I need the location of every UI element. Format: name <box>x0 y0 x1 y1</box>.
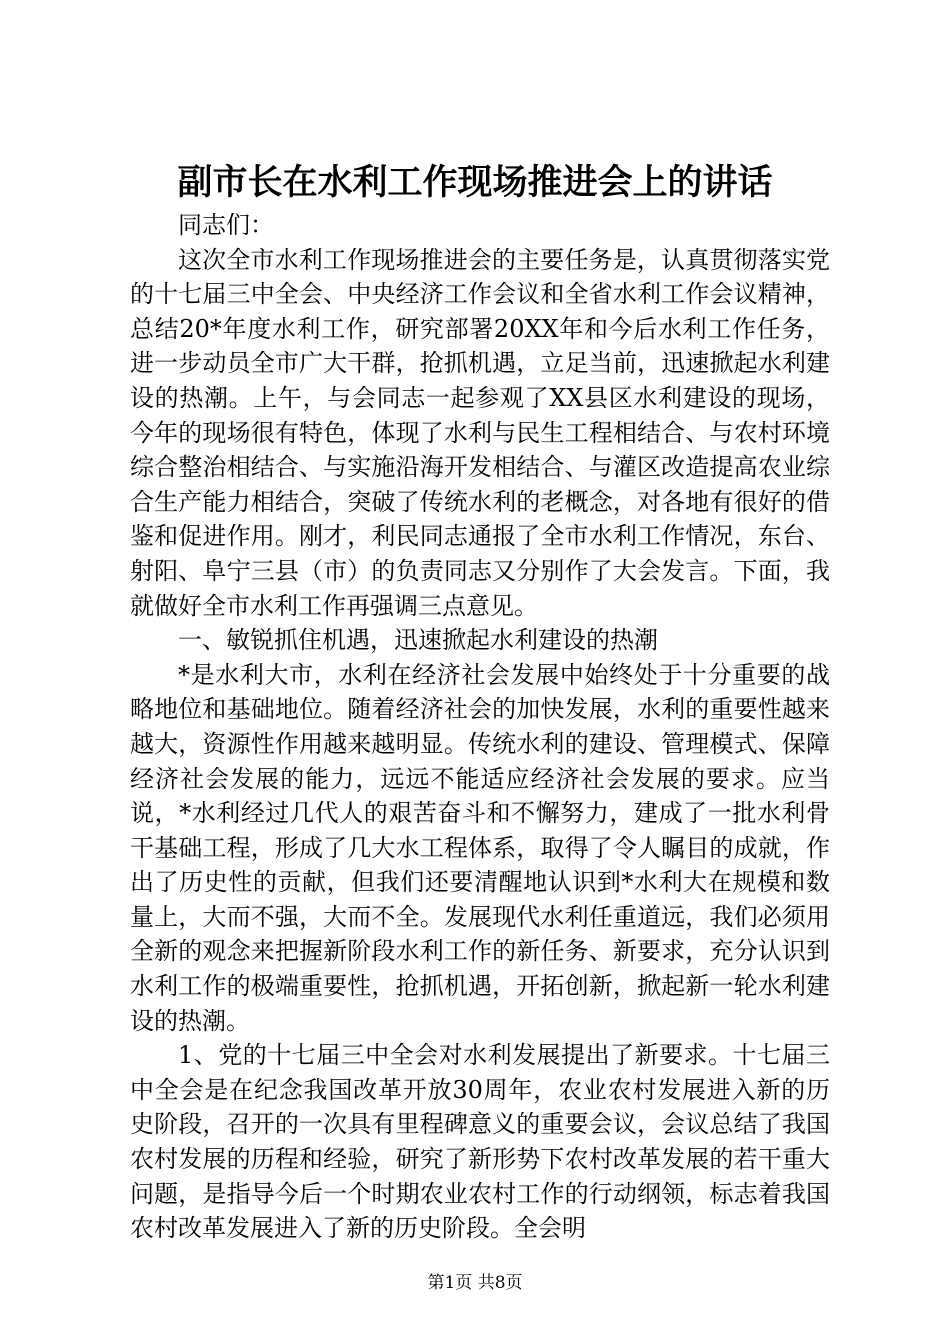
document-title: 副市长在水利工作现场推进会上的讲话 <box>177 162 773 203</box>
body-paragraph: *是水利大市，水利在经济社会发展中始终处于十分重要的战略地位和基础地位。随着经济社会的加快发展，水利的重要性越来越大，资源性作用越来越明显。传统水利的建设、管理模式、保障经济社会发展的能力，远远不能适应经济社会发展的要求。应当说，*水利经过几代人的艰苦奋斗和不懈努力，建成了一批水利骨干基础工程，形成了几大水工程体系，取得了令人瞩目的成就，作出了历史性的贡献，但我们还要清醒地认识到*水利大在规模和数量上，大而不强，大而不全。发展现代水利任重道远，我们必须用全新的观念来把握新阶段水利工作的新任务、新要求，充分认识到水利工作的极端重要性，抢抓机遇，开拓创新，掀起新一轮水利建设的热潮。 <box>130 660 830 1035</box>
page-footer: 第1页 共8页 <box>427 1273 523 1293</box>
document-body <box>130 208 830 1246</box>
salutation-paragraph: 同志们： <box>178 211 274 239</box>
intro-paragraph: 这次全市水利工作现场推进会的主要任务是，认真贯彻落实党的十七届三中全会、中央经济工作会议和全省水利工作会议精神，总结20*年度水利工作，研究部署20XX年和今后水利工作任务，进一步动员全市广大干群，抢抓机遇，立足当前，迅速掀起水利建设的热潮。上午，与会同志一起参观了XX县区水利建设的现场，今年的现场很有特色，体现了水利与民生工程相结合、与农村环境综合整治相结合、与实施沿海开发相结合、与灌区改造提高农业综合生产能力相结合，突破了传统水利的老概念，对各地有很好的借鉴和促进作用。刚才，利民同志通报了全市水利工作情况，东台、射阳、阜宁三县（市）的负责同志又分别作了大会发言。下面，我就做好全市水利工作再强调三点意见。 <box>130 245 830 620</box>
section-heading: 一、敏锐抓住机遇，迅速掀起水利建设的热潮 <box>178 626 658 655</box>
body-paragraph: 1、党的十七届三中全会对水利发展提出了新要求。十七届三中全会是在纪念我国改革开放30周年，农业农村发展进入新的历史阶段，召开的一次具有里程碑意义的重要会议，会议总结了我国农村发展的历程和经验，研究了新形势下农村改革发展的若干重大问题，是指导今后一个时期农业农村工作的行动纲领，标志着我国农村改革发展进入了新的历史阶段。全会明 <box>130 1041 830 1243</box>
